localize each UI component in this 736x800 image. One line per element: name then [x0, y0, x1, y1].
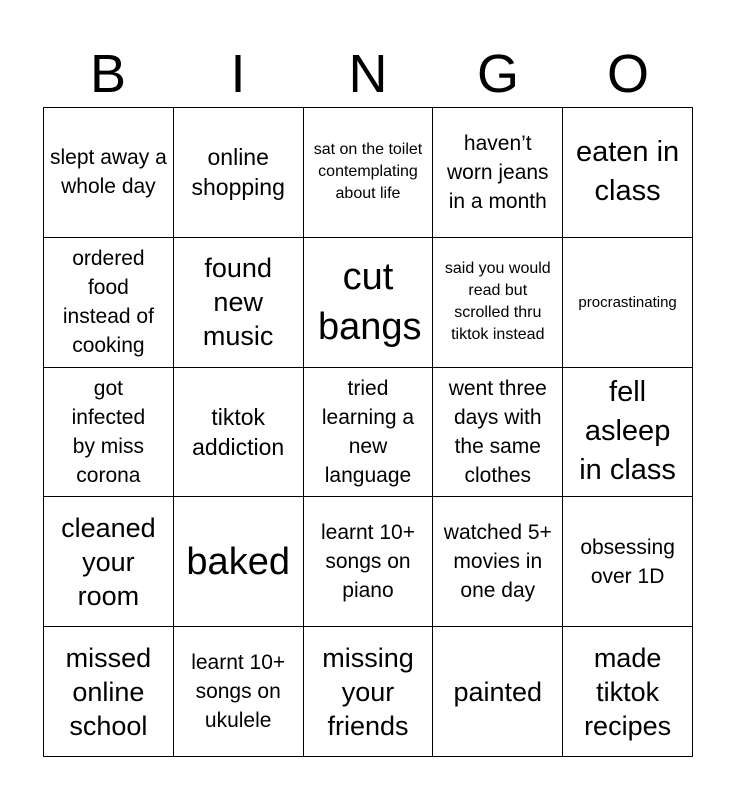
bingo-cell[interactable] — [304, 627, 434, 757]
bingo-cell[interactable] — [174, 238, 304, 368]
bingo-cell[interactable] — [44, 368, 174, 498]
bingo-cell[interactable] — [563, 627, 693, 757]
header-letter-n: N — [348, 44, 388, 104]
bingo-cell[interactable] — [304, 497, 434, 627]
bingo-cell[interactable] — [44, 108, 174, 238]
bingo-cell[interactable] — [304, 238, 434, 368]
bingo-cell[interactable] — [304, 108, 434, 238]
bingo-cell[interactable] — [174, 108, 304, 238]
cell-text: baked — [186, 540, 290, 583]
cell-text: learnt 10+ songs on ukulele — [191, 651, 286, 733]
header-letter-i: I — [230, 44, 246, 104]
cell-text: cleaned your room — [61, 512, 156, 611]
cell-text: fell asleep in class — [579, 376, 676, 487]
bingo-cell[interactable] — [433, 627, 563, 757]
bingo-header — [43, 44, 693, 104]
bingo-cell[interactable] — [433, 497, 563, 627]
cell-text: sat on the toilet contemplating about life — [313, 141, 423, 203]
cell-text: slept away a whole day — [50, 146, 167, 199]
cell-text: procrastinating — [578, 293, 677, 311]
cell-text: said you would read but scrolled thru tiktok instead — [444, 260, 551, 344]
cell-text: went three days with the same clothes — [448, 376, 547, 487]
bingo-cell[interactable] — [44, 627, 174, 757]
bingo-cell[interactable] — [433, 238, 563, 368]
cell-text: painted — [453, 676, 543, 707]
bingo-cell[interactable] — [174, 627, 304, 757]
bingo-grid — [43, 107, 693, 757]
bingo-cell[interactable] — [44, 497, 174, 627]
bingo-cell[interactable] — [433, 108, 563, 238]
bingo-cell[interactable] — [433, 368, 563, 498]
bingo-cell[interactable] — [563, 368, 693, 498]
cell-text: got infected by miss corona — [71, 376, 146, 487]
cell-text: made tiktok recipes — [584, 642, 672, 741]
cell-text: eaten in class — [575, 136, 680, 208]
cell-text: online shopping — [191, 144, 285, 201]
header-letter-o: O — [606, 44, 649, 104]
bingo-cell[interactable] — [304, 368, 434, 498]
bingo-cell[interactable] — [44, 238, 174, 368]
cell-text: missing your friends — [322, 642, 414, 741]
cell-text: tiktok addiction — [192, 403, 285, 460]
cell-text: ordered food instead of cooking — [62, 247, 154, 358]
cell-text: obsessing over 1D — [580, 535, 675, 588]
cell-text: found new music — [202, 253, 274, 352]
bingo-cell[interactable] — [174, 497, 304, 627]
cell-text: learnt 10+ songs on piano — [320, 521, 415, 603]
cell-text: cut bangs — [317, 256, 422, 349]
cell-text: haven’t worn jeans in a month — [447, 131, 549, 213]
bingo-cell[interactable] — [174, 368, 304, 498]
cell-text: missed online school — [65, 642, 152, 741]
bingo-cell[interactable] — [563, 497, 693, 627]
bingo-cell[interactable] — [563, 108, 693, 238]
cell-text: tried learning a new language — [321, 376, 415, 487]
cell-text: watched 5+ movies in one day — [443, 521, 552, 603]
bingo-cell[interactable] — [563, 238, 693, 368]
header-letter-g: G — [476, 44, 519, 104]
header-letter-b: B — [89, 44, 127, 104]
